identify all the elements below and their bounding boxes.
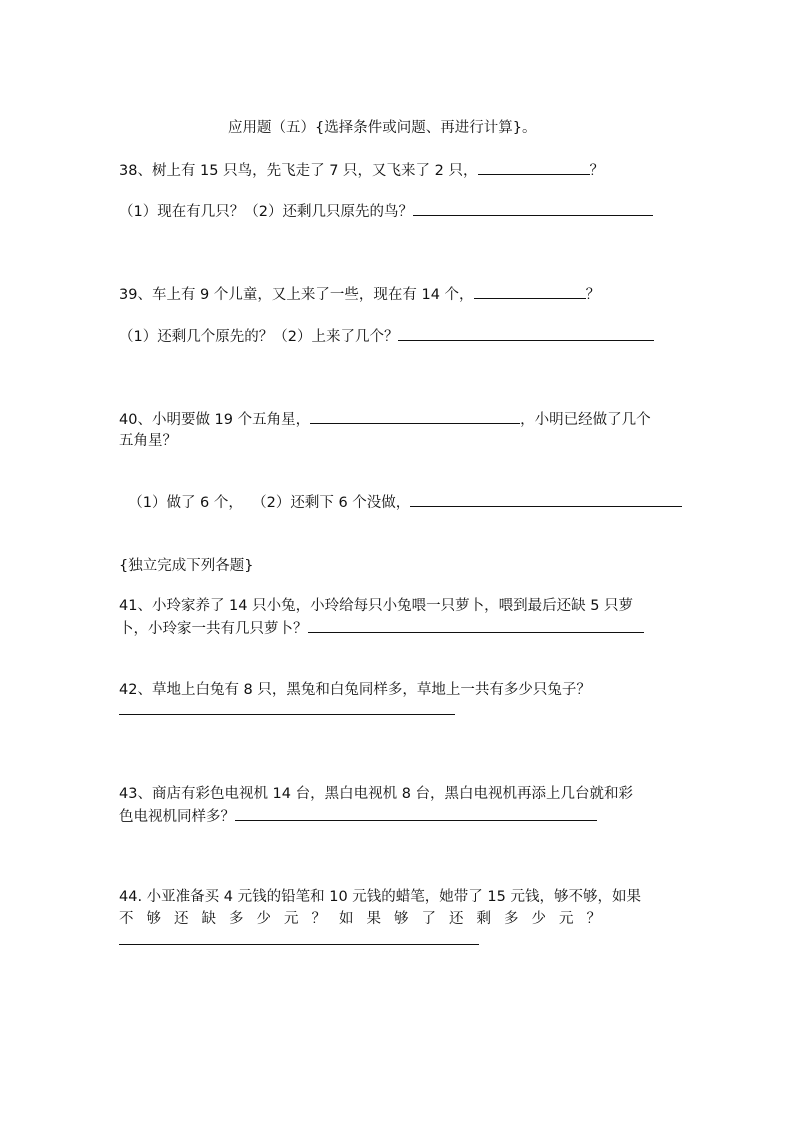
page-title: 应用题（五）{选择条件或问题、再进行计算}。 bbox=[228, 120, 537, 136]
section-heading: {独立完成下列各题} bbox=[119, 558, 254, 574]
answer-blank[interactable] bbox=[478, 160, 590, 175]
question-mark: ？ bbox=[585, 287, 601, 303]
question-40-line2: 五角星？ bbox=[119, 433, 177, 449]
options-text: （1）做了 6 个， （2）还剩下 6 个没做， bbox=[128, 495, 411, 511]
question-text: 38、树上有 15 只鸟，先飞走了 7 只，又飞来了 2 只， bbox=[119, 163, 478, 179]
question-42-line1: 42、草地上白兔有 8 只，黑兔和白兔同样多，草地上一共有多少只兔子？ bbox=[119, 682, 591, 698]
options-text: （1）还剩几个原先的？（2）上来了几个？ bbox=[119, 329, 399, 345]
answer-line[interactable] bbox=[119, 944, 479, 945]
question-44-line2: 不够还缺多少元？如果够了还剩多少元？ bbox=[119, 911, 614, 927]
question-43-line2 bbox=[119, 806, 597, 827]
answer-blank[interactable] bbox=[474, 284, 586, 299]
question-mark: ？ bbox=[589, 163, 605, 179]
question-40-options bbox=[119, 472, 682, 513]
question-text-cont: ，小明已经做了几个 bbox=[520, 412, 651, 428]
answer-blank[interactable] bbox=[398, 326, 654, 341]
answer-line[interactable] bbox=[119, 714, 455, 715]
question-38 bbox=[119, 160, 604, 181]
question-text: 色电视机同样多？ bbox=[119, 809, 235, 825]
answer-blank[interactable] bbox=[310, 409, 520, 424]
question-text: 39、车上有 9 个儿童，又上来了一些，现在有 14 个， bbox=[119, 287, 474, 303]
question-41-line2 bbox=[119, 618, 644, 639]
question-43-line1: 43、商店有彩色电视机 14 台，黑白电视机 8 台，黑白电视机再添上几台就和彩 bbox=[119, 786, 634, 802]
question-text: 卜，小玲家一共有几只萝卜？ bbox=[119, 621, 308, 637]
question-39 bbox=[119, 284, 600, 305]
answer-blank[interactable] bbox=[413, 201, 653, 216]
question-38-options bbox=[119, 201, 653, 222]
question-41-line1: 41、小玲家养了 14 只小兔，小玲给每只小兔喂一只萝卜，喂到最后还缺 5 只萝 bbox=[119, 598, 634, 614]
question-44-line1: 44. 小亚准备买 4 元钱的铅笔和 10 元钱的蜡笔，她带了 15 元钱，够不够，如果 bbox=[119, 889, 641, 905]
answer-blank[interactable] bbox=[308, 618, 644, 633]
answer-blank[interactable] bbox=[410, 492, 682, 507]
answer-blank[interactable] bbox=[235, 806, 597, 821]
question-40 bbox=[119, 409, 651, 430]
question-text: 40、小明要做 19 个五角星， bbox=[119, 412, 311, 428]
question-39-options bbox=[119, 326, 654, 347]
options-text: （1）现在有几只？（2）还剩几只原先的鸟？ bbox=[119, 204, 413, 220]
